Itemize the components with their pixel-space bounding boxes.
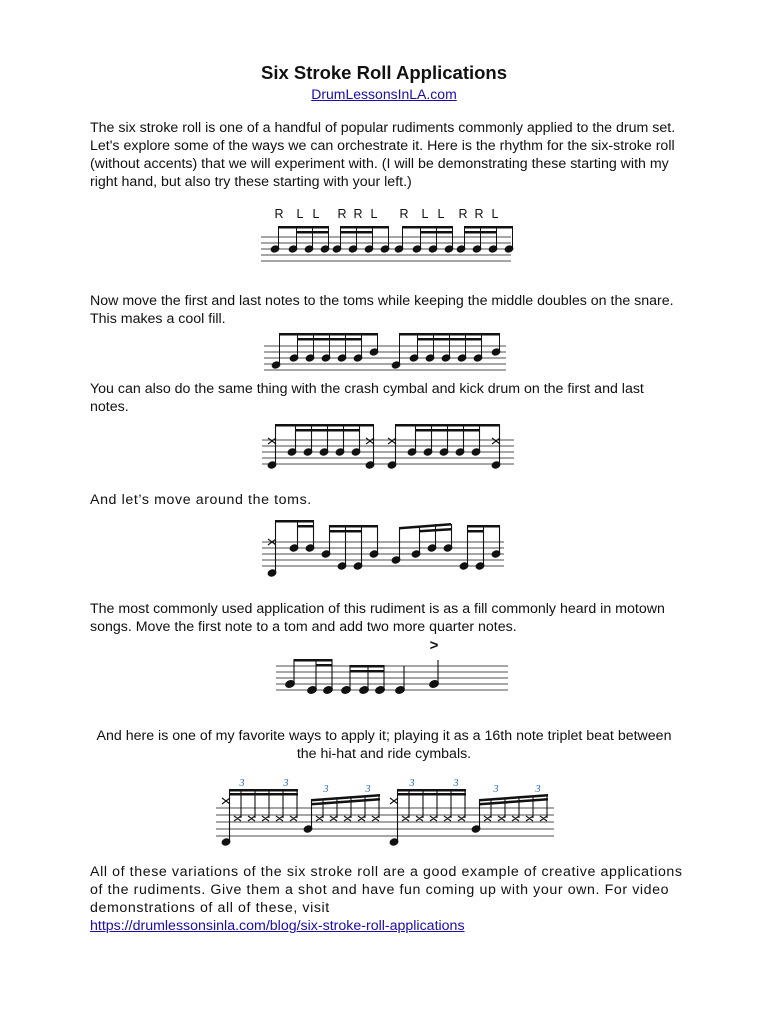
motown-fill-notation	[272, 636, 512, 698]
triplet-label-2: 3	[283, 778, 289, 789]
toms-fill-notation	[260, 328, 510, 376]
crash-paragraph: You can also do the same thing with the crash cymbal and kick drum on the first and last notes.	[90, 381, 644, 415]
triplet-beat-notation	[212, 778, 558, 854]
sticking-12: L	[491, 207, 499, 221]
closing-paragraph: All of these variations of the six stroke roll are a good example of creative applications of the rudiments. Give them a shot and have fun coming up with your own. For video demonstrations of all of these, visit https://drumlessonsinla.com/blog/six-stroke-roll-applications	[90, 864, 683, 934]
triplet-label-4: 3	[365, 784, 371, 795]
video-link[interactable]: https://drumlessonsinla.com/blog/six-stroke-roll-applications	[90, 918, 465, 934]
accent-mark: >	[429, 637, 439, 654]
triplet-label-5: 3	[409, 778, 415, 789]
sticking-8: L	[421, 207, 429, 221]
triplet-label-1: 3	[239, 778, 245, 789]
sticking-5: R	[353, 207, 363, 221]
sticking-6: L	[370, 207, 378, 221]
crash-kick-notation	[258, 420, 518, 472]
motown-paragraph: The most commonly used application of this rudiment is as a fill commonly heard in motown songs. Move the first note to a tom and add two more quarter notes.	[90, 601, 665, 635]
six-stroke-notation	[255, 205, 515, 267]
toms-paragraph: Now move the first and last notes to the toms while keeping the middle doubles on the snare. This makes a cool fill.	[90, 293, 674, 327]
triplet-label-8: 3	[535, 784, 541, 795]
sticking-4: R	[337, 207, 347, 221]
intro-paragraph: The six stroke roll is one of a handful of popular rudiments commonly applied to the drum set. Let's explore some of the ways we can orchestrate it. Here is the rhythm for the six-stroke roll (without accents) that we will experiment with. (I will be demonstrating these starting with my right hand, but also try these starting with your left.)	[90, 120, 676, 190]
triplet-label-7: 3	[493, 784, 499, 795]
sticking-10: R	[458, 207, 468, 221]
sticking-3: L	[312, 207, 320, 221]
sticking-7: R	[399, 207, 409, 221]
favorite-paragraph: And here is one of my favorite ways to apply it; playing it as a 16th note triplet beat between the hi-hat and ride cymbals.	[96, 728, 672, 762]
site-link[interactable]: DrumLessonsInLA.com	[311, 86, 457, 102]
triplet-label-6: 3	[453, 778, 459, 789]
around-paragraph: And let’s move around the toms.	[90, 492, 312, 508]
sticking-2: L	[296, 207, 304, 221]
triplet-label-3: 3	[323, 784, 329, 795]
sticking-9: L	[437, 207, 445, 221]
page-title: Six Stroke Roll Applications	[260, 62, 508, 83]
around-toms-notation	[258, 514, 508, 580]
sticking-11: R	[474, 207, 484, 221]
sticking-1: R	[274, 207, 284, 221]
